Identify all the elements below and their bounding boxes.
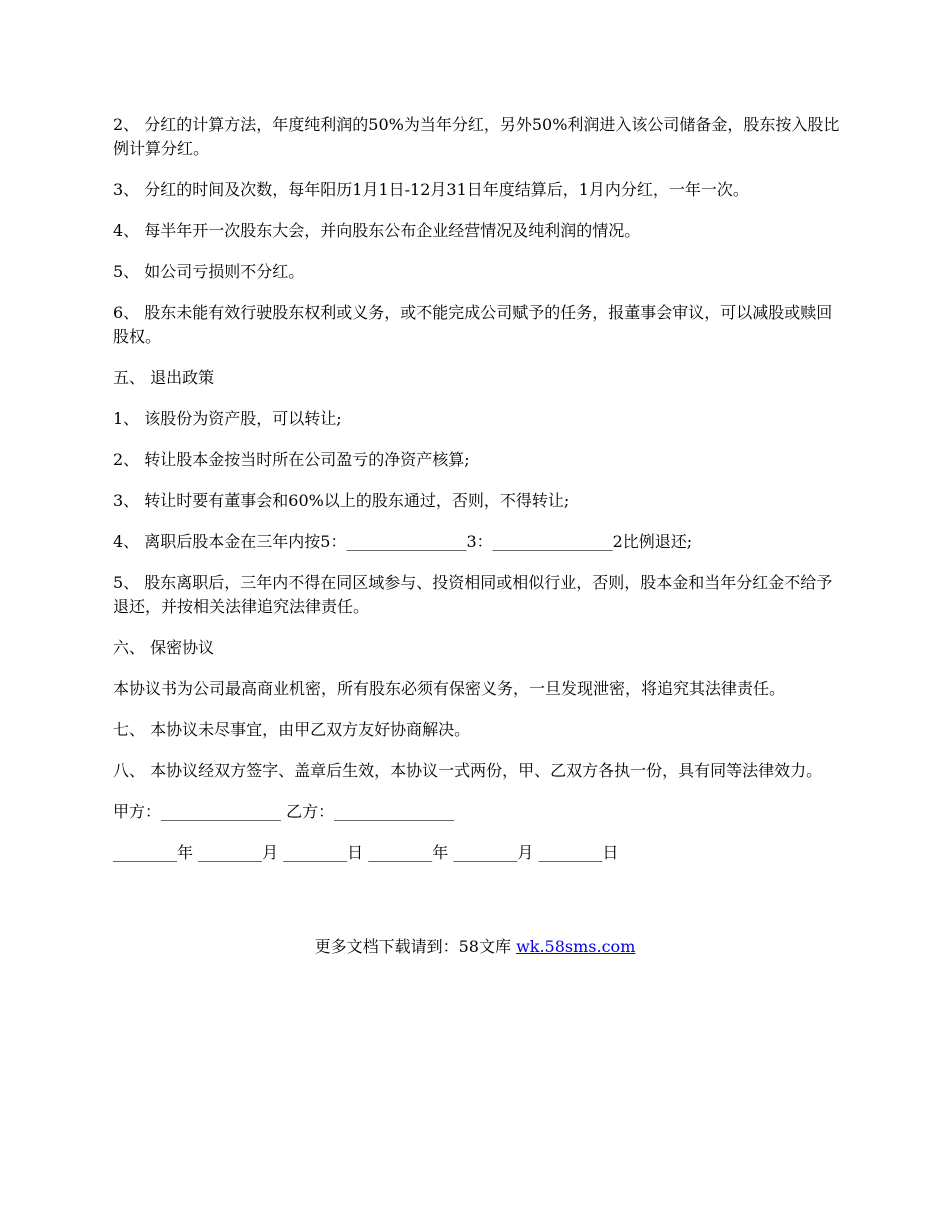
clause-2-dividend-method: 2、 分红的计算方法，年度纯利润的50%为当年分红，另外50%利润进入该公司储备金，股东按入股比例计算分红。 (113, 115, 840, 158)
exit-clause-3-board-approval: 3、 转让时要有董事会和60%以上的股东通过，否则，不得转让; (113, 491, 570, 510)
footer (0, 935, 950, 959)
section-7-unresolved-matters: 七、 本协议未尽事宜，由甲乙双方友好协商解决。 (113, 720, 471, 739)
document-body (113, 113, 843, 882)
exit-clause-1-transferable: 1、 该股份为资产股，可以转让; (113, 409, 342, 428)
confidentiality-text: 本协议书为公司最高商业机密，所有股东必须有保密义务，一旦发现泄密，将追究其法律责任。 (113, 679, 786, 698)
exit-clause-5-non-compete: 5、 股东离职后，三年内不得在同区域参与、投资相同或相似行业，否则，股本金和当年分红金不给予退还，并按相关法律追究法律责任。 (113, 573, 833, 616)
clause-5-no-dividend-on-loss: 5、 如公司亏损则不分红。 (113, 262, 305, 281)
section-heading-confidentiality: 六、 保密协议 (113, 638, 215, 657)
clause-3-dividend-timing: 3、 分红的时间及次数，每年阳历1月1日-12月31日年度结算后，1月内分红，一年一次。 (113, 180, 749, 199)
exit-clause-2-net-assets: 2、 转让股本金按当时所在公司盈亏的净资产核算; (113, 450, 470, 469)
footer-link[interactable]: wk.58sms.com (516, 937, 636, 956)
signature-parties-line: 甲方：_______________ 乙方：_______________ (113, 802, 455, 821)
footer-prefix: 更多文档下载请到：58文库 (314, 937, 517, 956)
section-heading-exit-policy: 五、 退出政策 (113, 368, 215, 387)
exit-clause-4-refund-ratio: 4、 离职后股本金在三年内按5：_______________3：_______________2比例退还; (113, 532, 693, 551)
clause-4-shareholder-meeting: 4、 每半年开一次股东大会，并向股东公布企业经营情况及纯利润的情况。 (113, 221, 641, 240)
section-8-effectiveness: 八、 本协议经双方签字、盖章后生效，本协议一式两份，甲、乙双方各执一份，具有同等法律效力。 (113, 761, 823, 780)
signature-date-line: ________年 ________月 ________日 ________年 ________月 ________日 (113, 843, 619, 862)
clause-6-share-reduction: 6、 股东未能有效行驶股东权利或义务，或不能完成公司赋予的任务，报董事会审议，可以减股或赎回股权。 (113, 303, 833, 346)
